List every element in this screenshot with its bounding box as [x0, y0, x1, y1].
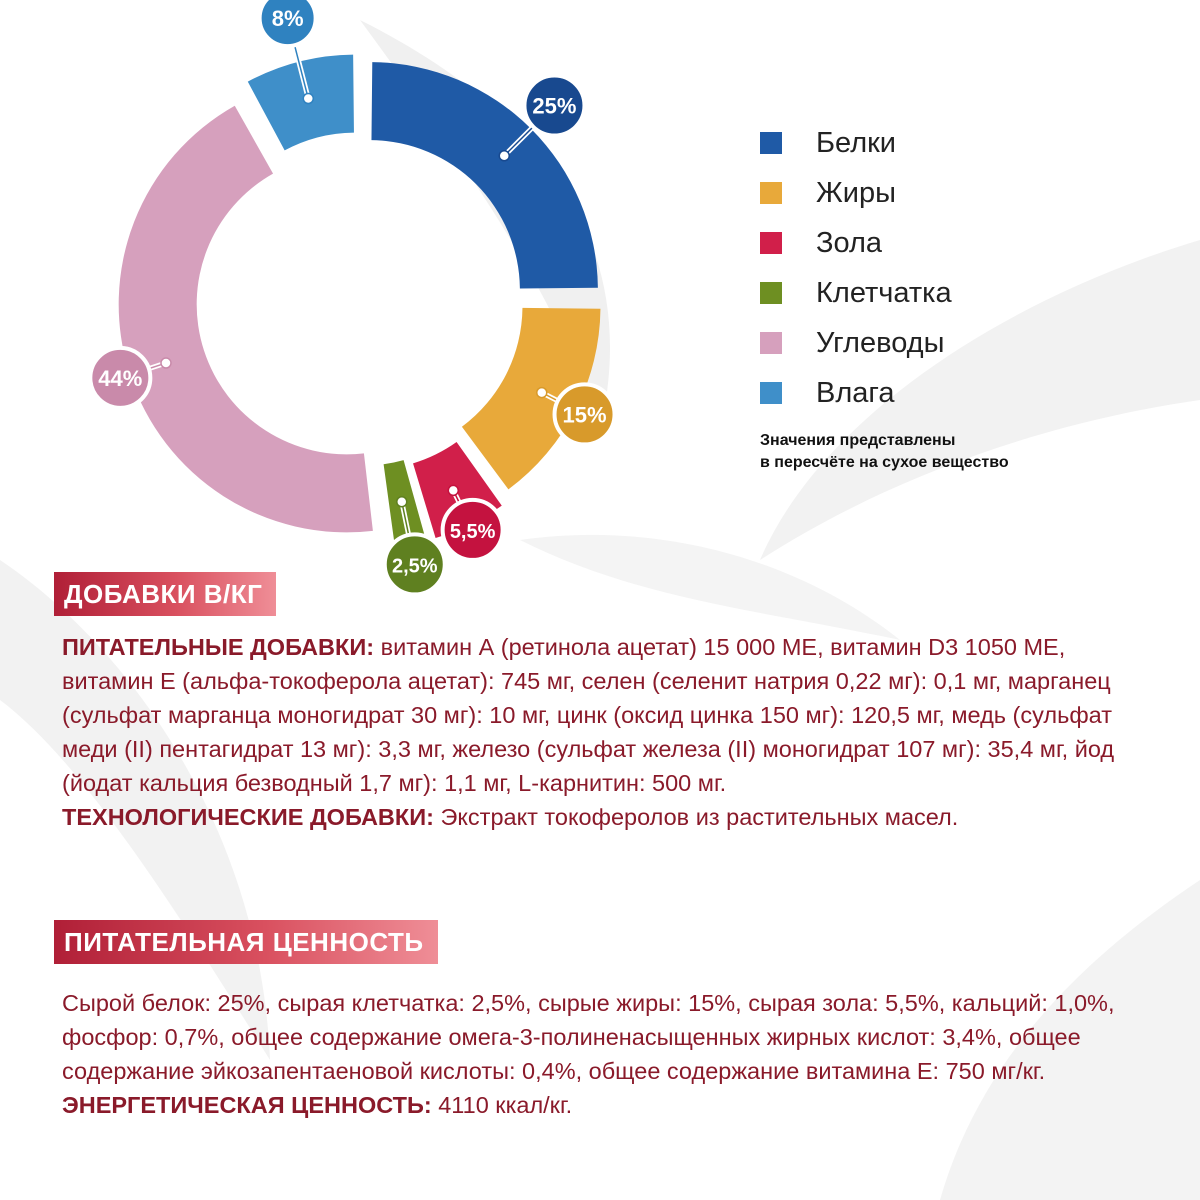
donut-segment: [119, 106, 373, 533]
legend-label: Углеводы: [816, 326, 945, 359]
energy-text: 4110 ккал/кг.: [431, 1092, 573, 1118]
chart-note-line-1: Значения представлены: [760, 432, 956, 449]
legend-swatch: [760, 182, 782, 204]
legend-swatch: [760, 282, 782, 304]
connector-dot: [537, 388, 547, 398]
technological-supplements-text: Экстракт токоферолов из растительных масел.: [433, 804, 959, 830]
connector-dot: [303, 94, 313, 104]
legend-swatch: [760, 232, 782, 254]
energy-paragraph: [62, 1088, 1152, 1122]
legend-item: [760, 218, 952, 268]
chart-note-line-2: в пересчёте на сухое вещество: [760, 454, 1009, 471]
legend-label: Жиры: [816, 176, 896, 209]
legend-label: Клетчатка: [816, 276, 952, 309]
nutritional-supplements-label: ПИТАТЕЛЬНЫЕ ДОБАВКИ:: [62, 634, 375, 660]
chart-legend: [760, 118, 952, 418]
energy-label: ЭНЕРГЕТИЧЕСКАЯ ЦЕННОСТЬ:: [62, 1092, 432, 1118]
legend-label: Белки: [816, 126, 897, 159]
legend-swatch: [760, 382, 782, 404]
technological-supplements-label: ТЕХНОЛОГИЧЕСКИЕ ДОБАВКИ:: [62, 804, 434, 830]
supplements-header: ДОБАВКИ В/КГ: [54, 572, 276, 616]
nutrition-text-block: [62, 986, 1152, 1122]
legend-label: Зола: [816, 226, 883, 259]
nutritional-supplements-paragraph: [62, 630, 1152, 800]
value-label: 15%: [562, 402, 607, 428]
legend-item: [760, 168, 952, 218]
legend-item: [760, 368, 952, 418]
chart-note: [760, 430, 1120, 474]
legend-item: [760, 118, 952, 168]
connector-dot: [397, 497, 407, 507]
connector-dot: [448, 485, 458, 495]
value-label: 2,5%: [391, 555, 438, 578]
value-label: 8%: [271, 6, 304, 32]
legend-swatch: [760, 332, 782, 354]
supplements-text: [62, 630, 1152, 834]
legend-label: Влага: [816, 376, 895, 409]
value-label: 44%: [98, 365, 143, 391]
nutrition-paragraph: Сырой белок: 25%, сырая клетчатка: 2,5%, сырые жиры: 15%, сырая зола: 5,5%, кальций: 1,0%, фосфор: 0,7%, общее содержание омега-3-полиненасыщенных жирных кислот: 3,4%, общее содержание эйкозапентаеновой кислоты: 0,4%, общее содержание витамина Е: 750 мг/кг.: [62, 990, 1115, 1084]
technological-supplements-paragraph: [62, 800, 1152, 834]
legend-swatch: [760, 132, 782, 154]
legend-item: [760, 318, 952, 368]
value-label: 5,5%: [449, 520, 496, 543]
nutrition-header: ПИТАТЕЛЬНАЯ ЦЕННОСТЬ: [54, 920, 438, 964]
value-label: 25%: [532, 93, 577, 119]
connector-dot: [161, 358, 171, 368]
nutritional-supplements-text: витамин А (ретинола ацетат) 15 000 МЕ, витамин D3 1050 МЕ, витамин Е (альфа-токоферола ацетат): 745 мг, селен (селенит натрия 0,22 мг): 0,1 мг, марганец (сульфат марганца моногидрат 30 мг): 10 мг, цинк (оксид цинка 150 мг): 120,5 мг, медь (сульфат меди (II) пентагидрат 13 мг): 3,3 мг, железо (сульфат железа (II) моногидрат 107 мг): 35,4 мг, йод (йодат кальция безводный 1,7 мг): 1,1 мг, L-карнитин: 500 мг.: [62, 634, 1115, 796]
connector-dot: [499, 151, 509, 161]
legend-item: [760, 268, 952, 318]
